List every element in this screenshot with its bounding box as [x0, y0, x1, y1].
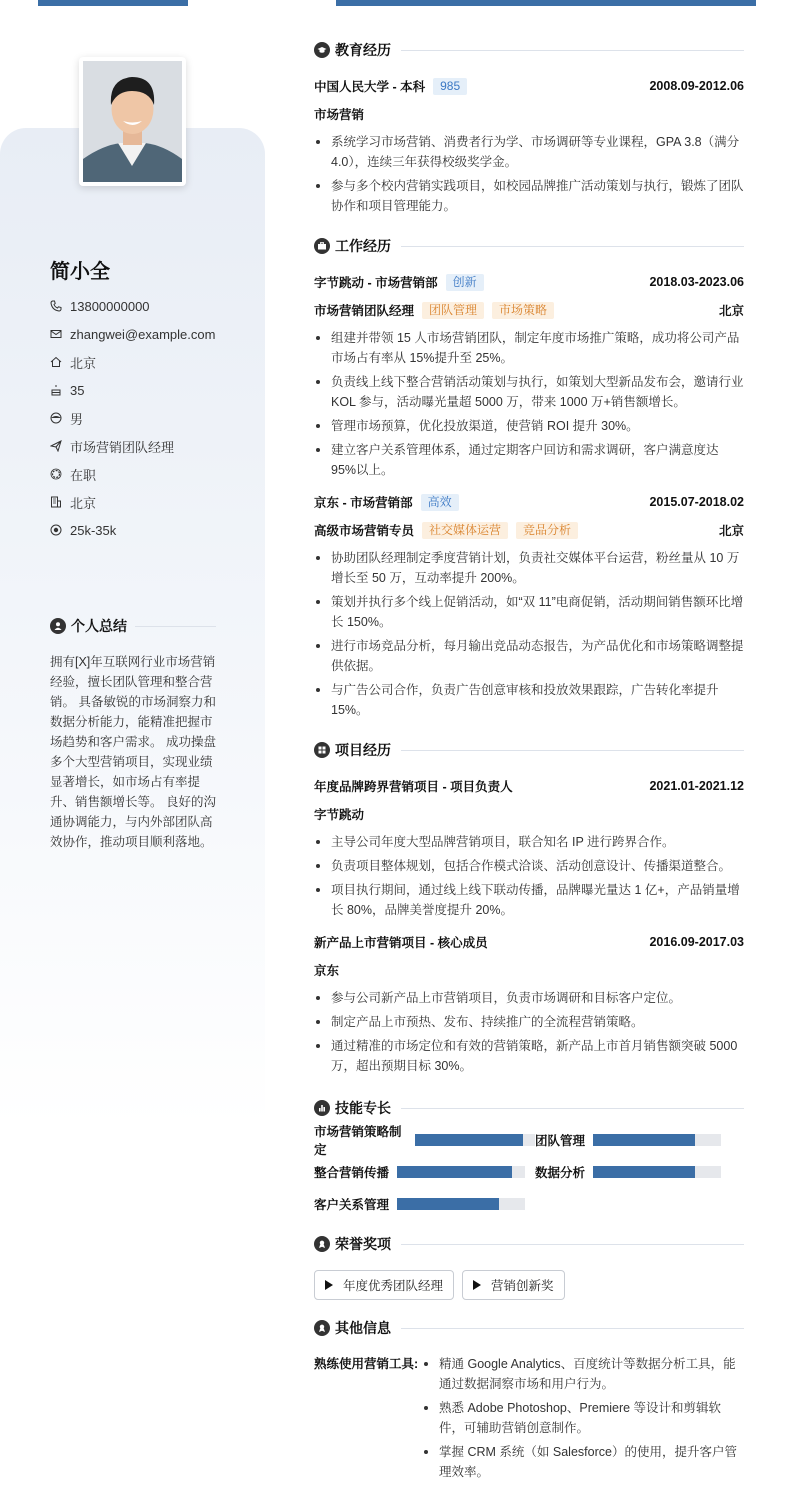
education-major-row	[314, 100, 744, 128]
award-icon	[314, 1236, 330, 1252]
list-item: 负责线上线下整合营销活动策划与执行，如策划大型新品发布会，邀请行业 KOL 参与，活动曝光量超 5000 万，带来 1000 万+销售额增长。	[314, 372, 744, 412]
skill-bar	[593, 1166, 721, 1178]
job-position: 高级市场营销专员	[314, 524, 415, 538]
list-item: 与广告公司合作，负责广告创意审核和投放效果跟踪，广告转化率提升 15%。	[314, 680, 744, 720]
job-date: 2018.03-2023.06	[649, 275, 744, 289]
send-icon	[50, 440, 62, 452]
job-bullets	[314, 548, 744, 720]
work-title: 工作经历	[335, 238, 391, 254]
list-item: 进行市场竞品分析，每月输出竞品动态报告，为产品优化和市场策略调整提供依据。	[314, 636, 744, 676]
awards-list	[314, 1270, 744, 1300]
salary-icon	[50, 524, 62, 536]
skill-name: 整合营销传播	[314, 1166, 390, 1180]
skill-bar-fill	[593, 1166, 695, 1178]
list-item: 项目执行期间，通过线上线下联动传播，品牌曝光量达 1 亿+，产品销量增长 80%，品牌美誉度提升 20%。	[314, 880, 744, 920]
play-icon	[325, 1280, 333, 1290]
mail-icon	[50, 328, 62, 340]
summary-divider	[135, 626, 216, 627]
info-position-text: 市场营销团队经理	[70, 439, 175, 455]
job-header-row	[314, 268, 744, 296]
home-icon	[50, 356, 62, 368]
project-org: 京东	[314, 964, 340, 978]
skill-item	[314, 1162, 535, 1182]
project-bullets	[314, 988, 744, 1076]
award-item	[462, 1270, 565, 1300]
job-date: 2015.07-2018.02	[649, 495, 744, 509]
project-date: 2021.01-2021.12	[649, 779, 744, 793]
skill-name: 客户关系管理	[314, 1198, 390, 1212]
info-salary-text: 25k-35k	[70, 522, 117, 538]
other-bullets	[422, 1354, 744, 1486]
skill-bar	[397, 1166, 525, 1178]
job-skill-tag: 市场策略	[492, 302, 554, 319]
info-phone-text: 13800000000	[70, 298, 150, 314]
skill-item	[535, 1130, 744, 1150]
building-icon	[50, 496, 62, 508]
education-header-row	[314, 72, 744, 100]
skill-name: 团队管理	[535, 1134, 586, 1148]
summary-heading	[50, 616, 216, 636]
info-gender-text: 男	[70, 411, 84, 427]
skills-divider	[401, 1108, 744, 1109]
list-item: 参与多个校内营销实践项目，如校园品牌推广活动策划与执行，锻炼了团队协作和项目管理能力。	[314, 176, 744, 216]
project-bullets	[314, 832, 744, 920]
list-item: 管理市场预算，优化投放渠道，使营销 ROI 提升 30%。	[314, 416, 744, 436]
main-content	[314, 38, 744, 1486]
project-name: 年度品牌跨界营销项目 - 项目负责人	[314, 780, 513, 794]
other-info	[314, 1354, 744, 1486]
skill-item	[314, 1125, 535, 1157]
job-entry-2	[314, 488, 744, 720]
info-email-text: zhangwei@example.com	[70, 326, 216, 342]
job-position-row	[314, 296, 744, 324]
project-date: 2016.09-2017.03	[649, 935, 744, 949]
project-org-row	[314, 956, 744, 984]
info-age-text: 35	[70, 382, 85, 398]
job-company: 京东 - 市场营销部	[314, 496, 413, 510]
education-date: 2008.09-2012.06	[649, 79, 744, 93]
info-position	[50, 432, 215, 460]
top-accent-bar-right	[336, 0, 756, 6]
list-item: 参与公司新产品上市营销项目，负责市场调研和目标客户定位。	[314, 988, 744, 1008]
education-title: 教育经历	[335, 42, 391, 58]
job-skill-tag: 社交媒体运营	[422, 522, 508, 539]
list-item: 熟悉 Adobe Photoshop、Premiere 等设计和剪辑软件，可辅助营销创意制作。	[422, 1398, 744, 1438]
summary-text: 拥有[X]年互联网行业市场营销经验，擅长团队管理和整合营销。 具备敏锐的市场洞察力和数据分析能力，能精准把握市场趋势和客户需求。 成功操盘多个大型营销项目，实现业绩显著增长，如市场占有率提升、销售额增长等。 良好的沟通协调能力，与内外部团队高效协作，推动项目顺利落地。	[50, 655, 216, 849]
info-phone	[50, 292, 215, 320]
list-item: 策划并执行多个线上促销活动，如“双 11”电商促销，活动期间销售额环比增长 150%。	[314, 592, 744, 632]
job-skill-tag: 竞品分析	[516, 522, 578, 539]
list-item: 精通 Google Analytics、百度统计等数据分析工具，能通过数据洞察市场和用户行为。	[422, 1354, 744, 1394]
info-gender	[50, 404, 215, 432]
skill-bar-fill	[397, 1198, 499, 1210]
skill-item	[535, 1162, 744, 1182]
info-location	[50, 348, 215, 376]
skill-bar-fill	[415, 1134, 523, 1146]
work-heading	[314, 234, 744, 258]
skill-name: 市场营销策略制定	[314, 1125, 402, 1157]
other-divider	[401, 1328, 744, 1329]
skill-bar-fill	[397, 1166, 512, 1178]
bar-chart-icon	[314, 1100, 330, 1116]
award-item	[314, 1270, 454, 1300]
project-entry-2	[314, 928, 744, 1076]
list-item: 系统学习市场营销、消费者行为学、市场调研等专业课程，GPA 3.8（满分4.0），连续三年获得校级奖学金。	[314, 132, 744, 172]
job-header-row	[314, 488, 744, 516]
work-divider	[401, 246, 744, 247]
candidate-name: 简小全	[50, 261, 110, 283]
list-item: 通过精准的市场定位和有效的营销策略，新产品上市首月销售额突破 5000 万，超出预期目标 30%。	[314, 1036, 744, 1076]
grid-icon	[314, 742, 330, 758]
awards-heading	[314, 1232, 744, 1256]
other-title: 其他信息	[335, 1320, 391, 1336]
awards-title: 荣誉奖项	[335, 1236, 391, 1252]
skill-bar	[415, 1134, 535, 1146]
awards-divider	[401, 1244, 744, 1245]
play-icon	[473, 1280, 481, 1290]
list-item: 制定产品上市预热、发布、持续推广的全流程营销策略。	[314, 1012, 744, 1032]
info-email	[50, 320, 215, 348]
education-bullets	[314, 132, 744, 216]
projects-divider	[401, 750, 744, 751]
award-label: 营销创新奖	[491, 1279, 554, 1293]
job-bullets	[314, 328, 744, 480]
phone-icon	[50, 300, 62, 312]
top-accent-bar-left	[38, 0, 188, 6]
job-entry-1	[314, 268, 744, 480]
list-item: 主导公司年度大型品牌营销项目，联合知名 IP 进行跨界合作。	[314, 832, 744, 852]
skill-item	[314, 1194, 535, 1214]
project-header-row	[314, 928, 744, 956]
status-icon	[50, 468, 62, 480]
project-org: 字节跳动	[314, 808, 365, 822]
education-divider	[401, 50, 744, 51]
info-age	[50, 376, 215, 404]
info-city-text: 北京	[70, 495, 97, 511]
project-org-row	[314, 800, 744, 828]
list-item: 掌握 CRM 系统（如 Salesforce）的使用，提升客户管理效率。	[422, 1442, 744, 1482]
user-icon	[50, 618, 66, 634]
info-city	[50, 488, 215, 516]
job-skill-tag: 团队管理	[422, 302, 484, 319]
projects-title: 项目经历	[335, 742, 391, 758]
info-salary	[50, 516, 215, 544]
award-icon	[314, 1320, 330, 1336]
education-major: 市场营销	[314, 108, 365, 122]
job-position: 市场营销团队经理	[314, 304, 415, 318]
list-item: 协助团队经理制定季度营销计划，负责社交媒体平台运营，粉丝量从 10 万增长至 50 万，互动率提升 200%。	[314, 548, 744, 588]
list-item: 负责项目整体规划，包括合作模式洽谈、活动创意设计、传播渠道整合。	[314, 856, 744, 876]
job-tag: 创新	[446, 274, 484, 291]
skill-bar-fill	[593, 1134, 695, 1146]
project-name: 新产品上市营销项目 - 核心成员	[314, 936, 488, 950]
skills-heading	[314, 1096, 744, 1120]
gender-icon	[50, 412, 62, 424]
list-item: 组建并带领 15 人市场营销团队，制定年度市场推广策略，成功将公司产品市场占有率从 15%提升至 25%。	[314, 328, 744, 368]
other-label: 熟练使用营销工具:	[314, 1357, 419, 1371]
education-tag: 985	[433, 78, 467, 95]
skill-bar	[397, 1198, 525, 1210]
contact-info-list	[50, 292, 215, 544]
award-label: 年度优秀团队经理	[343, 1279, 444, 1293]
skills-title: 技能专长	[335, 1100, 391, 1116]
list-item: 建立客户关系管理体系，通过定期客户回访和需求调研，客户满意度达 95%以上。	[314, 440, 744, 480]
info-status-text: 在职	[70, 467, 97, 483]
skills-grid	[314, 1125, 744, 1214]
job-city: 北京	[718, 304, 744, 318]
other-heading	[314, 1316, 744, 1340]
project-header-row	[314, 772, 744, 800]
profile-photo	[79, 57, 186, 186]
briefcase-icon	[314, 238, 330, 254]
projects-heading	[314, 738, 744, 762]
info-location-text: 北京	[70, 355, 97, 371]
summary-title-text: 个人总结	[71, 618, 127, 634]
job-position-row	[314, 516, 744, 544]
project-entry-1	[314, 772, 744, 920]
education-school: 中国人民大学 - 本科	[314, 80, 426, 94]
skill-name: 数据分析	[535, 1166, 586, 1180]
job-city: 北京	[718, 524, 744, 538]
education-heading	[314, 38, 744, 62]
skill-bar	[593, 1134, 721, 1146]
age-icon	[50, 384, 62, 396]
job-company: 字节跳动 - 市场营销部	[314, 276, 438, 290]
job-tag: 高效	[421, 494, 459, 511]
info-status	[50, 460, 215, 488]
graduation-cap-icon	[314, 42, 330, 58]
